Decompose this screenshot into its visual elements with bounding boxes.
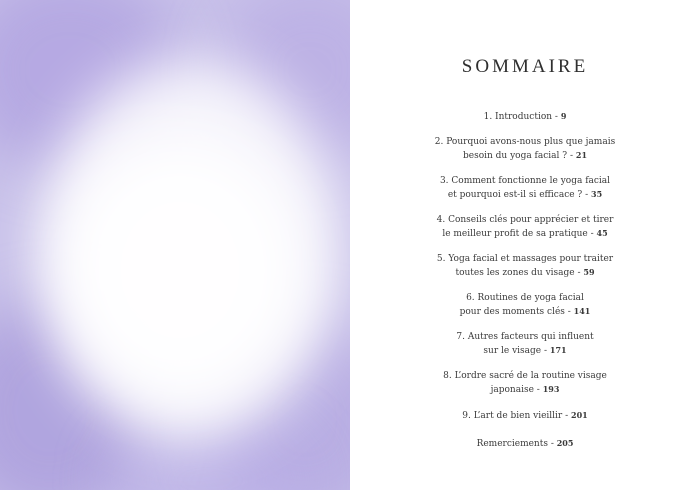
toc-entry-text: 7. Autres facteurs qui influent [456,332,594,342]
toc-title: SOMMAIRE [461,56,589,77]
toc-entry-text: et pourquoi est-il si efficace ? - [447,190,592,200]
toc-entry-line [350,110,700,124]
table-of-contents-page [350,0,700,490]
toc-entry-text: 9. L’art de bien vieillir - [462,411,571,421]
toc-entry-line [350,383,700,397]
toc-entry [350,253,700,280]
toc-entry-line [350,227,700,241]
toc-entry-line [350,188,700,202]
toc-entry [350,214,700,241]
toc-page-number: 45 [596,228,608,238]
toc-entry-text: 2. Pourquoi avons-nous plus que jamais [434,137,616,147]
toc-entry-text: japonaise - [490,385,543,395]
toc-entry-text: toutes les zones du visage - [455,268,584,278]
toc-list [350,110,700,451]
toc-entry-text: Remerciements - [476,439,557,449]
toc-page-number: 171 [549,345,567,355]
toc-page-number: 205 [556,438,574,448]
toc-entry-text: 3. Comment fonctionne le yoga facial [439,176,611,186]
toc-entry-text: 5. Yoga facial et massages pour traiter [436,254,614,264]
toc-page-number: 35 [591,189,603,199]
toc-entry-line [350,266,700,280]
toc-entry-text: pour des moments clés - [459,307,574,317]
toc-entry-text: 1. Introduction - [483,112,561,122]
toc-entry-line [350,344,700,358]
toc-entry [350,437,700,451]
toc-page-number: 9 [560,111,567,121]
watercolor-highlight [60,140,300,400]
toc-entry-line [350,305,700,319]
toc-entry-text: le meilleur profit de sa pratique - [442,229,597,239]
toc-page-number: 59 [583,267,595,277]
toc-entry [350,409,700,423]
toc-page-number: 21 [575,150,588,160]
toc-page-number: 201 [571,410,588,420]
toc-entry-text: 4. Conseils clés pour apprécier et tirer [436,215,614,225]
toc-entry [350,370,700,397]
toc-entry-text: besoin du yoga facial ? - [462,151,576,161]
toc-entry-text: 8. L’ordre sacré de la routine visage [443,371,607,381]
toc-entry-line [350,437,700,451]
toc-entry-line [350,149,700,163]
toc-page-number: 193 [542,384,560,394]
toc-entry-line [350,409,700,423]
toc-entry [350,292,700,319]
toc-entry [350,110,700,124]
toc-entry-text: sur le visage - [483,346,550,356]
toc-entry [350,136,700,163]
toc-entry-text: 6. Routines de yoga facial [466,293,584,303]
toc-page-number: 141 [573,306,591,316]
toc-entry [350,331,700,358]
toc-entry [350,175,700,202]
